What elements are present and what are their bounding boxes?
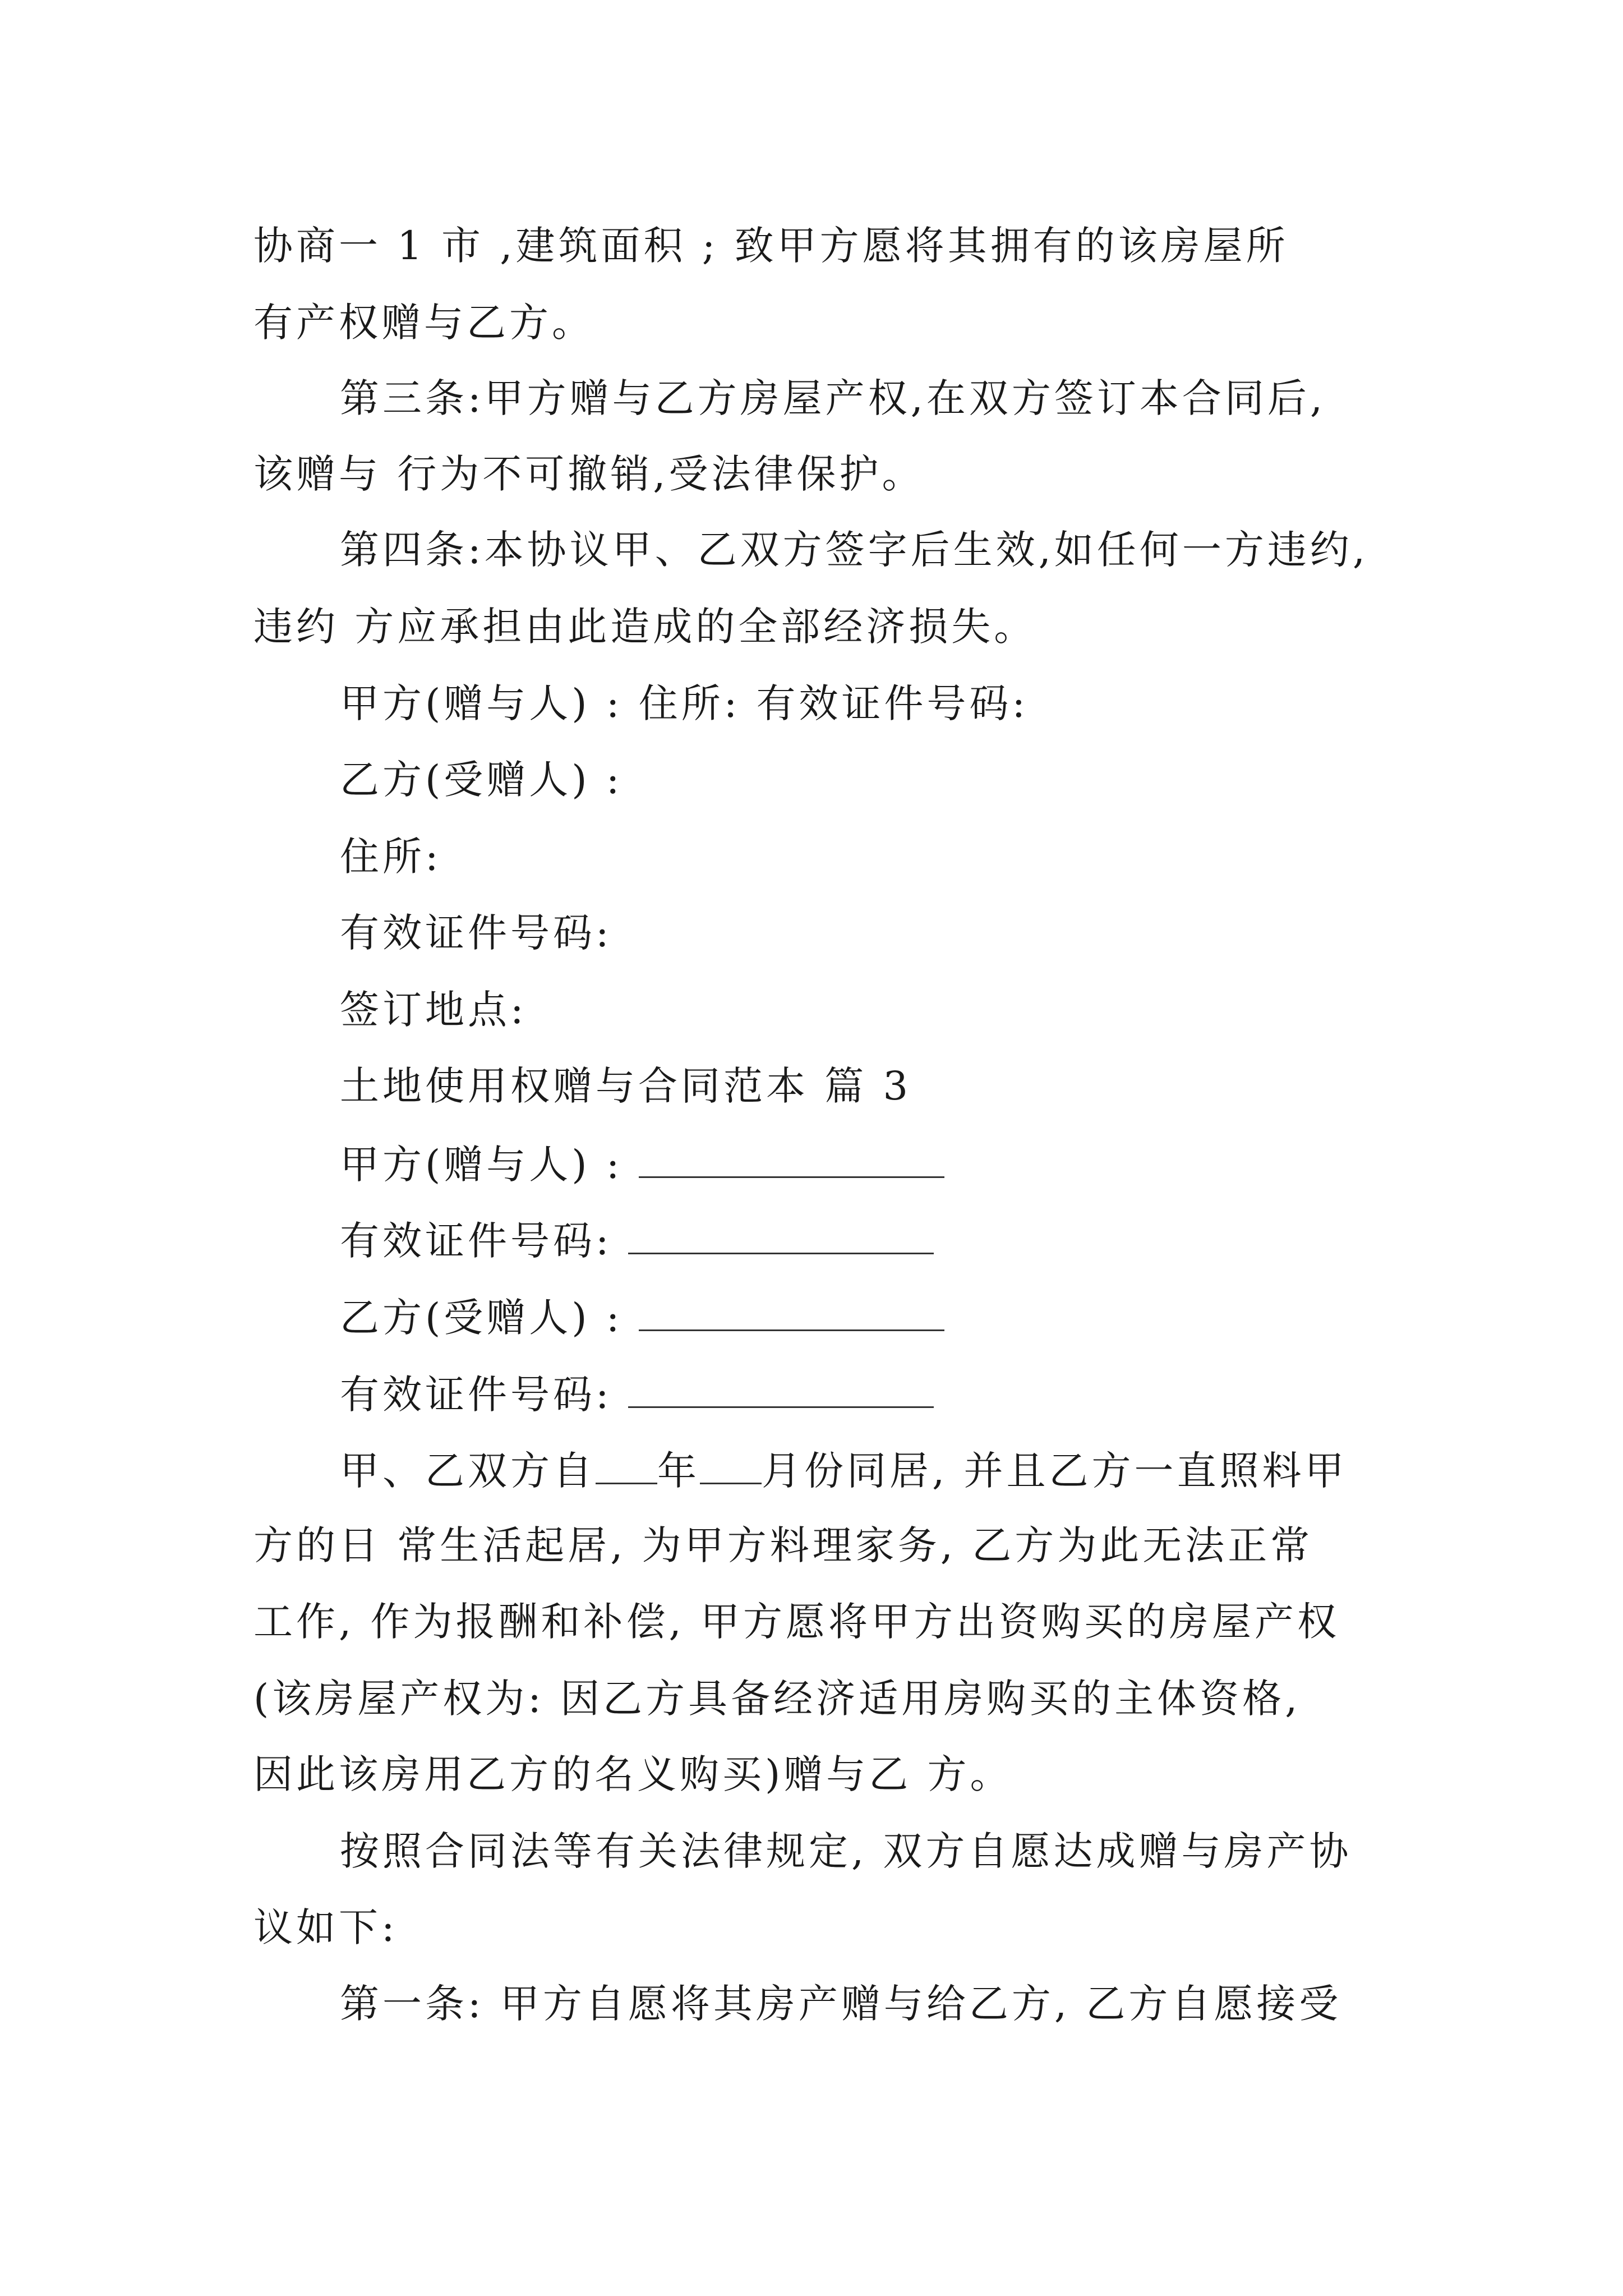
donor-id-label: 有效证件号码: [340, 1218, 612, 1264]
donee-blank[interactable] [639, 1290, 944, 1331]
text-line: 违约 方应承担由此造成的全部经济损失。 [253, 604, 1037, 650]
article-three: 第三条:甲方赠与乙方房屋产权,在双方签订本合同后, [340, 375, 1326, 421]
donee-id-label: 有效证件号码: [340, 1372, 612, 1418]
id-number-label: 有效证件号码: [340, 910, 612, 956]
article-one: 第一条: 甲方自愿将其房产赠与给乙方, 乙方自愿接受 [340, 1981, 1342, 2027]
donor-field-row [340, 1137, 944, 1190]
donor-blank[interactable] [639, 1137, 944, 1178]
donee-label: 乙方(受赠人) : [340, 757, 623, 803]
donee-id-blank[interactable] [628, 1367, 934, 1408]
text-line: 该赠与 行为不可撤销,受法律保护。 [253, 451, 925, 497]
text-line: 有产权赠与乙方。 [253, 300, 594, 346]
text-line: 议如下: [253, 1904, 398, 1950]
agreement-intro: 按照合同法等有关法律规定, 双方自愿达成赠与房产协 [340, 1828, 1352, 1874]
donor-info: 甲方(赠与人) : 住所: 有效证件号码: [340, 680, 1029, 726]
text-line: 协商一 1 市 ,建筑面积 ; 致甲方愿将其拥有的该房屋所 [253, 223, 1289, 269]
donee-id-row [340, 1367, 934, 1420]
cohabit-suffix: 月份同居, 并且乙方一直照料甲 [762, 1448, 1348, 1494]
donee-field-label: 乙方(受赠人) : [340, 1295, 623, 1341]
text-line: 因此该房用乙方的名义购买)赠与乙 方。 [253, 1751, 1013, 1797]
donee-field-row [340, 1290, 944, 1343]
article-four: 第四条:本协议甲、乙双方签字后生效,如任何一方违约, [340, 527, 1369, 573]
text-line: 工作, 作为报酬和补偿, 甲方愿将甲方出资购买的房屋产权 [253, 1599, 1340, 1645]
donor-id-row [340, 1213, 934, 1266]
cohabit-prefix: 甲、乙双方自 [340, 1448, 596, 1494]
section-heading: 土地使用权赠与合同范本 篇 3 [340, 1063, 912, 1109]
donor-field-label: 甲方(赠与人) : [340, 1142, 623, 1188]
text-line: (该房屋产权为: 因乙方具备经济适用房购买的主体资格, [253, 1676, 1301, 1722]
donor-id-blank[interactable] [628, 1213, 934, 1254]
text-line: 方的日 常生活起居, 为甲方料理家务, 乙方为此无法正常 [253, 1522, 1313, 1568]
year-blank[interactable] [596, 1443, 657, 1484]
cohabit-row [340, 1443, 1348, 1496]
address-label: 住所: [340, 834, 442, 880]
signing-place-label: 签订地点: [340, 987, 527, 1033]
cohabit-year: 年 [657, 1448, 700, 1494]
month-blank[interactable] [700, 1443, 762, 1484]
